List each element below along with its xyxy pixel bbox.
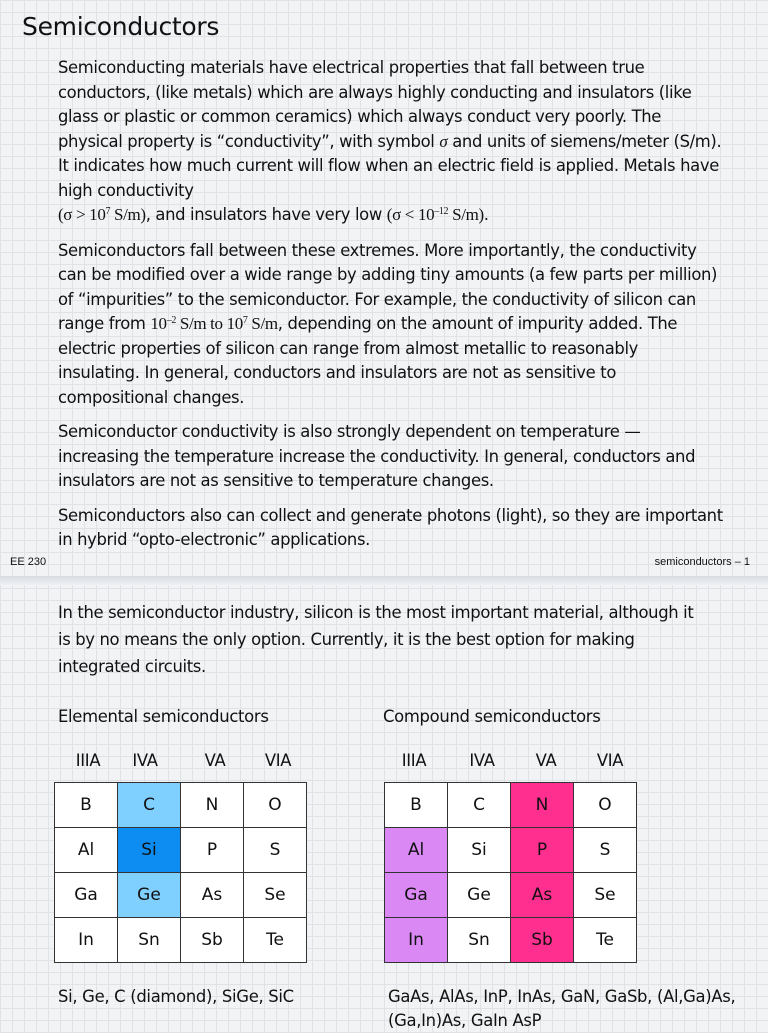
element-cell: Ge <box>448 873 511 918</box>
paragraph-temperature: Semiconductor conductivity is also strongly dependent on temperature — increasing the temperature increase the conductivity. In general, conductors and insulators are not as sensitive to temperature changes. <box>58 422 696 490</box>
element-cell: O <box>244 783 307 828</box>
element-cell: Sb <box>181 918 244 963</box>
slide-divider <box>0 576 768 585</box>
group-header: VA <box>535 751 557 770</box>
table-row <box>55 828 307 873</box>
elemental-examples: Si, Ge, C (diamond), SiGe, SiC <box>58 987 294 1006</box>
element-cell-highlighted: P <box>511 828 574 873</box>
element-cell-highlighted: N <box>511 783 574 828</box>
intro-text: In the semiconductor industry, silicon is the most important material, although it is by no means the only option. Currently, it is the best option for making integrated circuits. <box>58 603 694 676</box>
group-header: IIIA <box>401 751 427 770</box>
element-cell: N <box>181 783 244 828</box>
element-cell: In <box>55 918 118 963</box>
compound-label: Compound semiconductors <box>383 707 601 726</box>
element-cell: As <box>181 873 244 918</box>
element-cell: P <box>181 828 244 873</box>
element-cell-highlighted: C <box>118 783 181 828</box>
group-header: VIA <box>264 751 292 770</box>
sigma-symbol: σ <box>439 131 448 151</box>
element-cell: B <box>385 783 448 828</box>
course-label: EE 230 <box>10 556 47 568</box>
table-row <box>55 783 307 828</box>
element-cell: Si <box>448 828 511 873</box>
element-cell-highlighted: Ge <box>118 873 181 918</box>
element-cell: Te <box>244 918 307 963</box>
table-row <box>55 873 307 918</box>
group-header: VIA <box>596 751 624 770</box>
paragraph-impurities: Semiconductors fall between these extremes. More importantly, the conductivity can be modified over a wide range by adding tiny amounts (a few parts per million) of “impurities” to the semiconductor. For example, the conductivity of silicon can range from $10^{-2}$ S/m to $10^7$ S/m, depending on the amount of impurity added. The electric properties of silicon can range from almost metallic to reasonably insulating. In general, conductors and insulators are not as sensitive to compositional changes. <box>58 240 718 407</box>
group-header: VA <box>204 751 226 770</box>
slide-2 <box>0 585 768 1030</box>
compound-periodic-table <box>384 782 637 963</box>
table-row <box>385 783 637 828</box>
paragraph-conductivity: Semiconducting materials have electrical properties that fall between true conductors, (like metals) which are always highly conducting and insulators (like glass or plastic or common ceramics) which always conduct very poorly. The physical property is “conductivity”, with symbol σ and units of siemens/meter (S/m). It indicates how much current will flow when an electric field is applied. Metals have high conductivity ($\sigma > 10^7$ S/m), and insulators have very low ($\sigma < 10^{-12}$ S/m). <box>58 58 722 224</box>
table-row <box>385 918 637 963</box>
group-header: IVA <box>469 751 495 770</box>
group-header: IVA <box>132 751 158 770</box>
table-row <box>385 873 637 918</box>
body-text <box>58 56 723 563</box>
element-cell: Se <box>574 873 637 918</box>
group-header: IIIA <box>75 751 101 770</box>
element-cell-highlighted: Sb <box>511 918 574 963</box>
element-cell: Se <box>244 873 307 918</box>
element-cell: Te <box>574 918 637 963</box>
metal-conductivity: ($\sigma > 10^7$ S/m) <box>58 205 146 224</box>
table-row <box>55 918 307 963</box>
paragraph-photons: Semiconductors also can collect and generate photons (light), so they are important in hybrid “opto-electronic” applications. <box>58 505 723 549</box>
element-cell-highlighted: Al <box>385 828 448 873</box>
elemental-periodic-table <box>54 782 307 963</box>
element-cell: B <box>55 783 118 828</box>
element-cell: Sn <box>118 918 181 963</box>
table-row <box>385 828 637 873</box>
insulator-conductivity: ($\sigma < 10^{-12}$ S/m) <box>386 205 484 224</box>
element-cell: Ga <box>55 873 118 918</box>
element-cell: C <box>448 783 511 828</box>
element-cell-highlighted: In <box>385 918 448 963</box>
element-cell: S <box>244 828 307 873</box>
element-cell-highlighted: Ga <box>385 873 448 918</box>
element-cell: O <box>574 783 637 828</box>
element-cell: S <box>574 828 637 873</box>
page-title: Semiconductors <box>22 12 220 41</box>
compound-examples: GaAs, AlAs, InP, InAs, GaN, GaSb, (Al,Ga)As, (Ga,In)As, GaIn AsP <box>388 987 736 1030</box>
silicon-range: $10^{-2}$ S/m to $10^7$ S/m <box>150 314 278 333</box>
element-cell: Al <box>55 828 118 873</box>
element-cell-highlighted: Si <box>118 828 181 873</box>
slide-number: semiconductors – 1 <box>654 556 750 568</box>
element-cell: Sn <box>448 918 511 963</box>
elemental-label: Elemental semiconductors <box>58 707 269 726</box>
element-cell-highlighted: As <box>511 873 574 918</box>
